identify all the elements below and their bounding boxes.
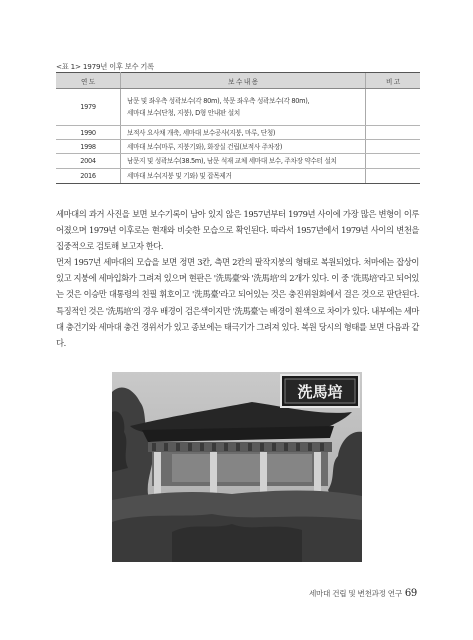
running-title: 세마대 건립 및 변천과정 연구 (308, 589, 402, 598)
content-cell: 보적사 요사채 개축, 세마대 보수공사(지붕, 마루, 단청) (121, 126, 366, 140)
year-cell: 1979 (56, 89, 121, 126)
note-cell (366, 169, 421, 184)
content-cell: 세마대 보수(지붕 및 기와) 및 잡목제거 (121, 169, 366, 184)
table-row (56, 169, 420, 184)
header-year: 연 도 (56, 73, 121, 89)
note-cell (366, 140, 421, 154)
table-row (56, 140, 420, 154)
content-line: 세마대 보수(단청, 지붕), D형 안내판 설치 (127, 109, 240, 117)
content-cell: 세마대 보수(마루, 지붕기와), 화장실 건립(보적사 주차장) (121, 140, 366, 154)
content-cell (121, 89, 366, 126)
body-paragraph: 먼저 1957년 세마대의 모습을 보면 정면 3칸, 측면 2칸의 팔작지붕의 형태로 복원되었다. 처마에는 잡상이 있고 지붕에 세마입화가 그려져 있으며 현판은 '洗馬臺'와 '洗馬培'의 2개가 있다. 이 중 '洗馬培'라고 되어있는 것은 이승만 대통령의 친필 휘호이고 '洗馬臺'라고 되어있는 것은 충진위원회에서 걸은 것으로 판단된다. 특징적인 것은 '洗馬培'의 경우 배경이 검은색이지만 '洗馬臺'는 배경이 흰색으로 차이가 있다. 내부에는 세마대 충건기와 세마대 충건 경위서가 있고 종보에는 태극기가 그려져 있다. 복원 당시의 형태를 보면 다음과 같다. (56, 257, 419, 349)
note-cell (366, 89, 421, 126)
year-cell: 2004 (56, 154, 121, 169)
note-cell (366, 154, 421, 169)
header-content: 보 수 내 용 (121, 73, 366, 89)
year-cell: 1990 (56, 126, 121, 140)
table-row (56, 154, 420, 169)
signboard-text: 洗馬培 (297, 383, 343, 401)
table-caption: <표 1> 1979년 이후 보수 기록 (56, 62, 154, 71)
year-cell: 1998 (56, 140, 121, 154)
table-row (56, 89, 420, 126)
table-row (56, 126, 420, 140)
year-cell: 2016 (56, 169, 121, 184)
body-paragraph: 세마대의 과거 사진을 보면 보수기록이 남아 있지 않은 1957년부터 1979년 사이에 가장 많은 변형이 이루어졌으며 1979년 이후로는 현재와 비슷한 모습으로 확인된다. 따라서 1957년에서 1979년 사이의 변천을 집중적으로 검토해 보고자 한다. (56, 209, 419, 252)
content-line: 남문 및 좌우측 성곽보수(각 80m), 북문 좌우측 성곽보수(각 80m), (127, 97, 310, 105)
table-header-row (56, 73, 420, 89)
page-number: 69 (404, 588, 417, 599)
header-note: 비 고 (366, 73, 421, 89)
page-footer (309, 588, 417, 599)
content-cell: 남문지 및 성곽보수(38.5m), 남문 석재 교체 세마대 보수, 주차장 약수터 설치 (121, 154, 366, 169)
note-cell (366, 126, 421, 140)
historic-pavilion-photo (112, 372, 362, 562)
repair-record-table (56, 72, 420, 184)
